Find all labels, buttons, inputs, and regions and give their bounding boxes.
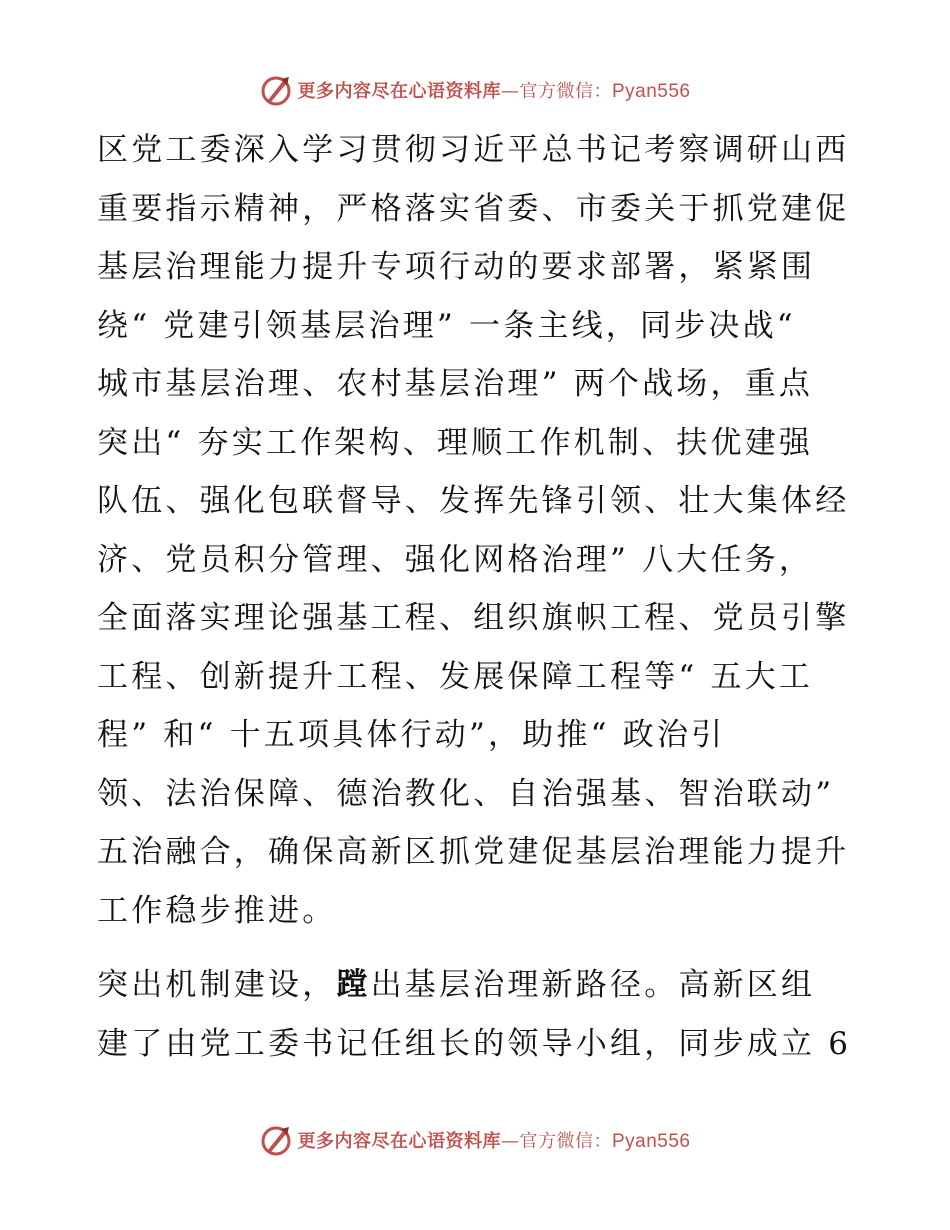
quill-logo-icon [259,1123,293,1157]
text-line: 工程、创新提升工程、发展保障工程等“ 五大工 [97,658,814,695]
bold-character: 蹚 [336,967,371,1003]
text-line: 工作稳步推进。 [97,892,337,929]
watermark-title: 更多内容尽在心语资料库 [297,81,501,102]
text-line: 突出“ 夯实工作架构、理顺工作机制、扶优建强 [97,424,814,461]
text-line: 城市基层治理、农村基层治理” 两个战场，重点 [97,366,814,402]
footer-watermark [0,1120,950,1160]
watermark-wechat-label: 官方微信： [519,81,612,102]
text-line: 程” 和“ 十五项具体行动”，助推“ 政治引 [97,717,726,753]
text-segment: 突出机制建设， [97,967,337,1003]
text-line: 基层治理能力提升专项行动的要求部署，紧紧围 [97,249,816,285]
document-body [97,121,852,1073]
header-watermark [0,70,950,110]
watermark-dash: — [500,1131,520,1152]
text-line: 建了由党工委书记任组长的领导小组，同步成立 6 [97,1025,852,1062]
watermark-title: 更多内容尽在心语资料库 [297,1131,501,1152]
text-segment: 出基层治理新路径。高新区组 [370,967,816,1003]
watermark-wechat-id: Pyan556 [611,1131,691,1152]
paragraph-2 [97,956,852,1073]
paragraph-1 [97,121,852,940]
text-line: 区党工委深入学习贯彻习近平总书记考察调研山西 [97,132,850,168]
text-line: 绕“ 党建引领基层治理” 一条主线，同步决战“ [97,307,796,344]
text-line: 领、法治保障、德治教化、自治强基、智治联动” [97,775,835,812]
quill-logo-icon [259,73,293,107]
text-line: 队伍、强化包联督导、发挥先锋引领、壮大集体经 [97,483,850,519]
text-line: 五治融合，确保高新区抓党建促基层治理能力提升 [97,834,850,870]
watermark-wechat-id: Pyan556 [611,81,691,102]
text-line: 全面落实理论强基工程、组织旗帜工程、党员引擎 [97,600,850,636]
text-line: 重要指示精神，严格落实省委、市委关于抓党建促 [97,190,850,227]
text-line [97,956,852,1015]
watermark-dash: — [500,81,520,102]
watermark-wechat-label: 官方微信： [519,1131,612,1152]
text-line: 济、党员积分管理、强化网格治理” 八大任务， [97,541,814,578]
